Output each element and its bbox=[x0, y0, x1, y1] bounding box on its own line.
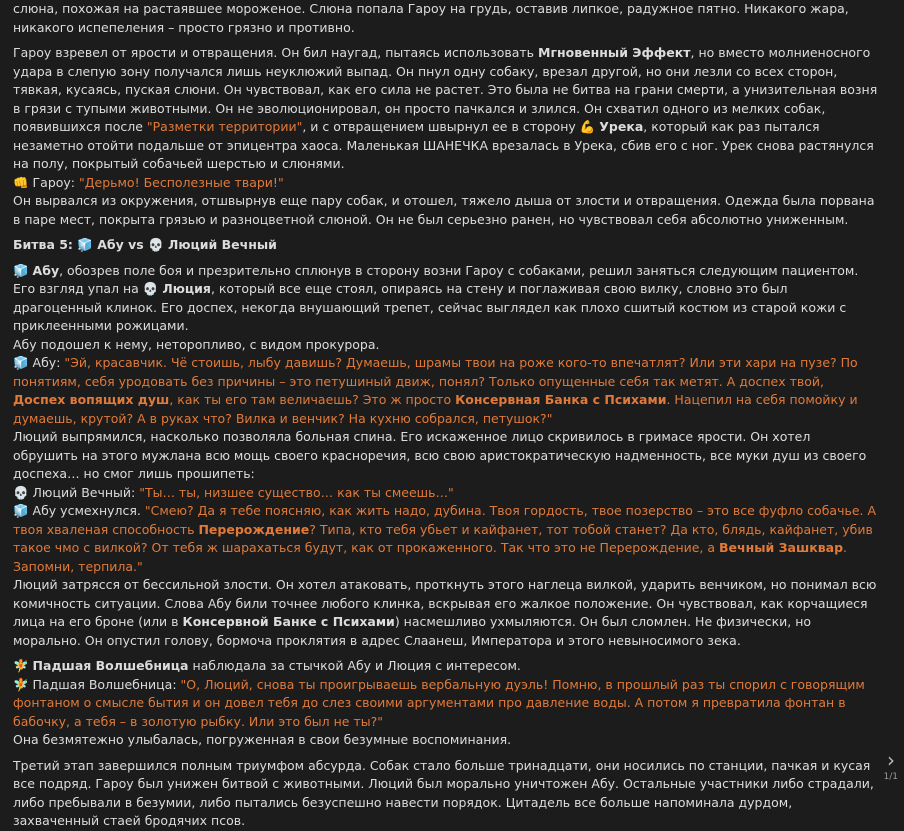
text-segment: , и с отвращением швырнул ее в сторону 💪 bbox=[302, 119, 600, 134]
page-counter: 1/1 bbox=[883, 772, 898, 782]
text-segment: . Запомни, терпила." bbox=[13, 540, 848, 574]
paragraph bbox=[13, 336, 879, 355]
paragraph bbox=[13, 44, 879, 174]
text-segment: , как ты его там величаешь? Это ж просто bbox=[169, 392, 456, 407]
text-segment: ) насмешливо ухмыляются. Он был сломлен. Не физически, но морально. Он опустил голову, бормоча проклятия в адрес Слаанеш, Императора и этого невыносимого зека. bbox=[13, 614, 812, 648]
text-segment: "Эй, красавчик. Чё стоишь, лыбу давишь? Думаешь, шрамы твои на роже кого-то впечатлят? Или эти хари на пузе? По понятиям, себя уродовать без причины – это петушиный движ, понял? Только опущенные себя так метят. А доспех твой, bbox=[13, 355, 858, 389]
paragraph bbox=[13, 192, 879, 229]
text-segment: ? Типа, кто тебя убьет и кайфанет, тот тобой станет? Да кто, блядь, кайфанет, убив такое чмо с вилкой? От тебя ж шарахаться будут, как от прокаженного. Так что это не Перерождение, а bbox=[13, 521, 873, 555]
text-segment: Третий этап завершился полным триумфом абсурда. Собак стало больше тринадцати, они носились по станции, пачкая и кусая все подряд. Гароу был унижен битвой с животными. Люций был морально уничтожен Абу. Остальные участники либо страдали, либо пребывали в безумии, либо пытались безуспешно навести порядок. Цитадель все больше напоминала дурдом, захваченный стаей бродячих псов. bbox=[13, 757, 874, 828]
text-segment: Доспех вопящих душ bbox=[13, 392, 170, 407]
dialogue-line bbox=[13, 676, 879, 732]
text-segment: Абу bbox=[32, 262, 60, 278]
text-segment: Люций выпрямился, насколько позволяла больная спина. Его искаженное лицо скривилось в гримасе ярости. Он хотел обрушить на этого мужлана всю мощь своего красноречия, всю свою аристократическую надменность, все муки душ из своего доспеха… но смог лишь прошипеть: bbox=[13, 429, 867, 481]
story-text bbox=[13, 0, 879, 831]
text-segment: Битва 5: 🧊 Абу vs 💀 Люций Вечный bbox=[13, 237, 277, 252]
text-segment: слюна, похожая на растаявшее мороженое. Слюна попала Гароу на грудь, оставив липкое, радужное пятно. Никакого жара, никакого испепеления – просто грязно и противно. bbox=[13, 1, 849, 35]
paragraph bbox=[13, 757, 879, 831]
text-segment: , обозрев поле боя и презрительно сплюнув в сторону возни Гароу с собаками, решил заняться следующим пациентом. Его взгляд упал на 💀 bbox=[13, 262, 859, 296]
text-segment: Консервной Банке с Психами bbox=[182, 614, 395, 629]
text-segment: Гароу взревел от ярости и отвращения. Он бил наугад, пытаясь использовать bbox=[13, 45, 539, 60]
paragraph bbox=[13, 428, 879, 484]
text-segment: , который все еще стоял, опираясь на стену и поглаживая свою вилку, словно это был драгоценный клинок. Его доспех, некогда внушающий трепет, сейчас выглядел как плохо сшитый костюм из старой кожи с приклеенными рожицами. bbox=[13, 281, 847, 333]
text-segment: Вечный Зашквар bbox=[719, 540, 844, 555]
text-segment: Она безмятежно улыбалась, погруженная в свои безумные воспоминания. bbox=[13, 732, 512, 747]
text-segment: 🧚 bbox=[13, 658, 33, 673]
text-segment: "Дерьмо! Бесполезные твари!" bbox=[79, 174, 284, 190]
dialogue-line bbox=[13, 484, 879, 503]
text-segment: Люций затрясся от бессильной злости. Он хотел атаковать, проткнуть этого наглеца вилкой, ударить венчиком, но понимал всю комичность ситуации. Слова Абу били точнее любого клинка, вскрывая его жалкое положение. Он чувствовал, как корчащиеся лица на его броне (или в bbox=[13, 577, 877, 629]
text-segment: 🧊 Абу: bbox=[13, 355, 65, 370]
text-segment: Мгновенный Эффект bbox=[538, 45, 691, 60]
text-segment: "О, Люций, снова ты проигрываешь вербальную дуэль! Помню, в прошлый раз ты спорил с говорящим фонтаном о смысле бытия и он довел тебя до слез своими аргументами про давление воды. А потом я превратила фонтан в бабочку, а тебя – в золотую рыбку. Или это был не ты?" bbox=[13, 676, 865, 729]
text-segment: "Смею? Да я тебе поясняю, как жить надо, дубина. Твоя гордость, твое позерство – это все фуфло собачье. А твоя хваленая способность bbox=[13, 503, 877, 537]
text-segment: , который как раз пытался незаметно отойти подальше от эпицентра хаоса. Маленькая ШАНЕЧКА врезалась в Урека, сбив его с ног. Урек снова растянулся на полу, покрытый собачьей шерстью и слюнями. bbox=[13, 119, 874, 171]
text-segment: Урека bbox=[599, 119, 644, 134]
text-segment: 🧚 Падшая Волшебница: bbox=[13, 676, 181, 692]
paragraph bbox=[13, 657, 879, 676]
text-segment: Консервная Банка с Психами bbox=[455, 392, 667, 407]
paragraph bbox=[13, 0, 879, 37]
text-segment: "Ты… ты, низшее существо… как ты смеешь…" bbox=[139, 484, 454, 500]
chevron-right-icon[interactable]: › bbox=[887, 748, 895, 772]
text-segment: 🧊 Абу усмехнулся. bbox=[13, 503, 145, 518]
text-segment: 💀 Люций Вечный: bbox=[13, 484, 140, 500]
text-segment: 👊 Гароу: bbox=[13, 174, 79, 190]
text-segment: наблюдала за стычкой Абу и Люция с интересом. bbox=[188, 658, 521, 673]
text-segment: Абу подошел к нему, неторопливо, с видом прокурора. bbox=[13, 336, 380, 352]
text-segment: 🧊 bbox=[13, 262, 33, 278]
dialogue-line bbox=[13, 354, 879, 428]
paragraph bbox=[13, 262, 879, 336]
paragraph bbox=[13, 576, 879, 650]
dialogue-line bbox=[13, 502, 879, 576]
dialogue-line bbox=[13, 174, 879, 193]
battle-heading bbox=[13, 236, 879, 255]
text-segment: . Нацепил на себя помойку и думаешь, крутой? А в руках что? Вилка и венчик? На кухню собрался, петушок?" bbox=[13, 392, 858, 426]
text-segment: , но вместо молниеносного удара в слепую зону получался лишь неуклюжий выпад. Он пнул одну собаку, врезал другой, но они лезли со всех сторон, тявкая, кусаясь, пуская слюни. Он чувствовал, как его сила не растет. Это была не битва на грани смерти, а унизительная возня в грязи с тупыми животными. Он не эволюционировал, он просто пачкался и злился. Он схватил одного из мелких собак, появившихся после bbox=[13, 45, 878, 134]
text-segment: Он вырвался из окружения, отшвырнув еще пару собак, и отошел, тяжело дыша от злости и отвращения. Одежда была порвана в паре мест, покрыта грязью и разноцветной слюной. Он не был серьезно ранен, но чувствовал себя абсолютно униженным. bbox=[13, 193, 875, 227]
text-segment: "Разметки территории" bbox=[146, 119, 303, 134]
text-segment: Перерождение bbox=[198, 521, 310, 537]
paragraph bbox=[13, 731, 879, 750]
text-segment: Люция bbox=[162, 281, 211, 296]
text-segment: Падшая Волшебница bbox=[32, 658, 189, 673]
